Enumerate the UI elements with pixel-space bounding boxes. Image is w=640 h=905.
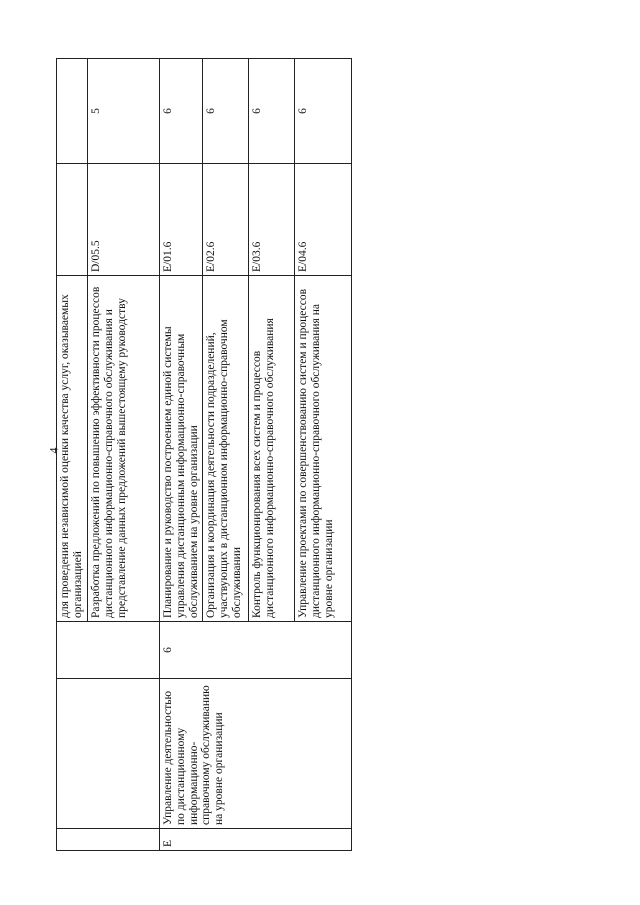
table-row bbox=[57, 59, 88, 851]
function-code-cell: E bbox=[159, 829, 352, 851]
function-name-cell bbox=[57, 679, 160, 829]
labor-function-code-cell: D/05.5 bbox=[87, 164, 159, 276]
sublevel-cell: 6 bbox=[249, 59, 295, 164]
sublevel-cell: 5 bbox=[87, 59, 159, 164]
labor-function-code-cell: E/03.6 bbox=[249, 164, 295, 276]
sublevel-cell: 6 bbox=[203, 59, 249, 164]
page-number: 4 bbox=[46, 447, 61, 454]
labor-function-cell: Организация и координация деятельности подразделений, участвующих в дистанционном информационно-справочном обслуживании bbox=[203, 276, 249, 622]
labor-function-cell: Контроль функционирования всех систем и процессов дистанционного информационно-справочного обслуживания bbox=[249, 276, 295, 622]
labor-function-cell: Разработка предложений по повышению эффективности процессов дистанционного информационно-справочного обслуживания и представление данных предложений вышестоящему руководству bbox=[87, 276, 159, 622]
labor-function-cell: Планирование и руководство построением единой системы управления дистанционным информационно-справочным обслуживанием на уровне организации bbox=[159, 276, 203, 622]
function-code-cell bbox=[57, 829, 160, 851]
labor-function-code-cell: E/02.6 bbox=[203, 164, 249, 276]
function-name-cell: Управление деятельностью по дистанционному информационно-справочному обслуживанию на уровне организации bbox=[159, 679, 352, 829]
functions-table bbox=[56, 58, 352, 851]
table-row bbox=[159, 59, 203, 851]
labor-function-code-cell: E/04.6 bbox=[295, 164, 352, 276]
qualification-level-cell bbox=[57, 622, 160, 679]
labor-function-cell: для проведения независимой оценки качества услуг, оказываемых организацией bbox=[57, 276, 88, 622]
sublevel-cell: 6 bbox=[159, 59, 203, 164]
labor-function-code-cell: E/01.6 bbox=[159, 164, 203, 276]
qualification-level-cell: 6 bbox=[159, 622, 352, 679]
sublevel-cell: 6 bbox=[295, 59, 352, 164]
sublevel-cell bbox=[57, 59, 88, 164]
rotated-table-container bbox=[56, 59, 346, 851]
labor-function-code-cell bbox=[57, 164, 88, 276]
labor-function-cell: Управление проектами по совершенствованию систем и процессов дистанционного информационно-справочного обслуживания на уровне организации bbox=[295, 276, 352, 622]
